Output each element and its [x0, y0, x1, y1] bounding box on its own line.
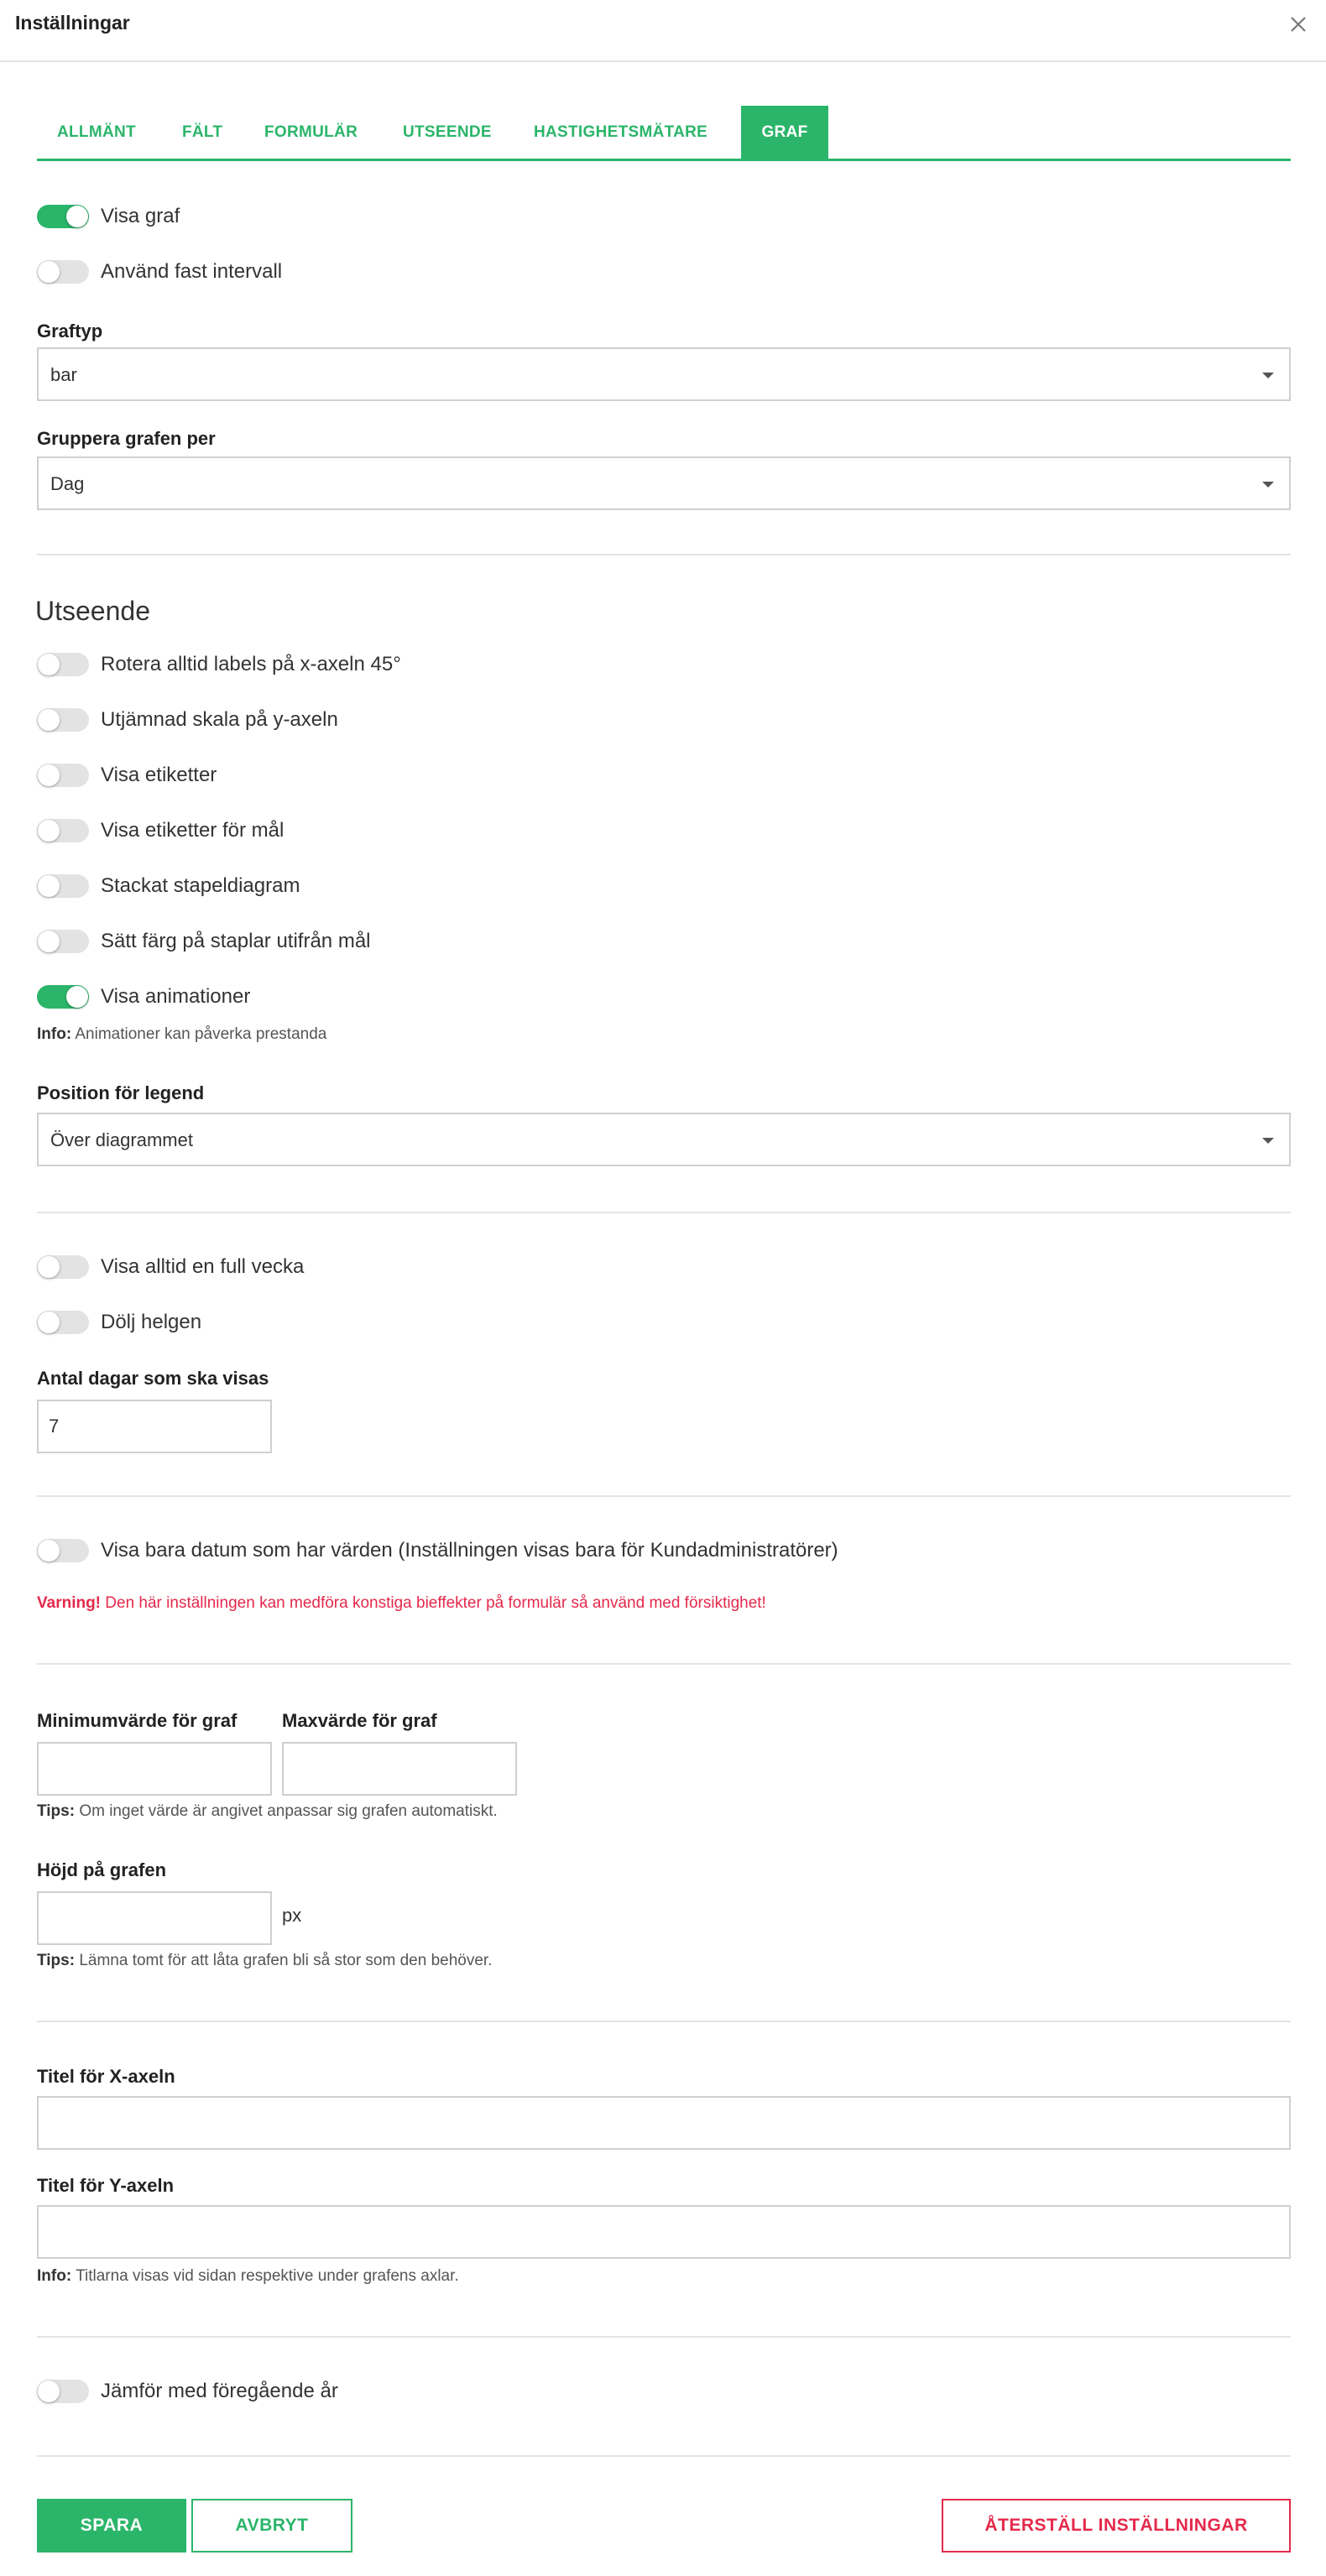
show-graph-label: Visa graf — [101, 205, 180, 227]
chevron-down-icon — [1262, 1138, 1274, 1144]
show-animations-label: Visa animationer — [101, 985, 251, 1008]
group-by-label: Gruppera grafen per — [37, 428, 216, 449]
tip-text: Om inget värde är angivet anpassar sig grafen automatiskt. — [75, 1802, 498, 1820]
legend-position-label: Position för legend — [37, 1082, 205, 1103]
chevron-down-icon — [1262, 373, 1274, 378]
min-value-input[interactable] — [37, 1742, 272, 1796]
warning-text: Den här inställningen kan medföra konstiga bieffekter på formulär så använd med försiktighet! — [101, 1594, 766, 1612]
hide-weekend-label: Dölj helgen — [101, 1311, 202, 1333]
smooth-scale-label: Utjämnad skala på y-axeln — [101, 708, 338, 731]
tab-formular[interactable]: FORMULÄR — [264, 123, 358, 141]
tip-prefix: Tips: — [37, 1952, 76, 1969]
show-labels-toggle[interactable] — [37, 764, 89, 787]
dialog-title: Inställningar — [15, 12, 130, 34]
group-by-select[interactable] — [37, 456, 1291, 510]
dialog-header — [0, 0, 1326, 62]
info-prefix: Info: — [37, 1025, 72, 1043]
legend-position-value: Över diagrammet — [50, 1129, 193, 1150]
axes-info — [37, 2267, 459, 2286]
limits-tip — [37, 1802, 498, 1821]
divider — [37, 2336, 1291, 2338]
divider — [37, 1495, 1291, 1497]
tab-hastighetsmatare[interactable]: HASTIGHETSMÄTARE — [534, 123, 708, 141]
graph-height-unit: px — [282, 1905, 302, 1926]
close-icon[interactable] — [1284, 10, 1313, 39]
fixed-interval-label: Använd fast intervall — [101, 260, 283, 283]
tab-falt[interactable]: FÄLT — [182, 123, 223, 141]
tab-allmant[interactable]: ALLMÄNT — [57, 123, 136, 141]
tab-graf[interactable]: GRAF — [741, 106, 828, 159]
divider — [37, 554, 1291, 555]
warning-prefix: Varning! — [37, 1594, 102, 1612]
graph-type-select[interactable] — [37, 347, 1291, 401]
y-axis-title-label: Titel för Y-axeln — [37, 2175, 175, 2196]
info-text: Animationer kan påverka prestanda — [71, 1025, 327, 1043]
group-by-value: Dag — [50, 473, 85, 494]
min-value-label: Minimumvärde för graf — [37, 1710, 238, 1731]
tip-text: Lämna tomt för att låta grafen bli så stor som den behöver. — [75, 1952, 493, 1969]
dates-with-values-toggle[interactable] — [37, 1539, 89, 1562]
height-tip — [37, 1952, 492, 1970]
days-count-input[interactable] — [37, 1400, 272, 1453]
x-axis-title-input[interactable] — [37, 2096, 1291, 2150]
show-animations-toggle[interactable] — [37, 985, 89, 1009]
appearance-heading: Utseende — [35, 596, 150, 626]
divider — [37, 2021, 1291, 2022]
reset-settings-button[interactable]: ÅTERSTÄLL INSTÄLLNINGAR — [942, 2499, 1291, 2553]
full-week-toggle[interactable] — [37, 1255, 89, 1279]
show-goal-labels-toggle[interactable] — [37, 819, 89, 842]
stacked-bar-toggle[interactable] — [37, 874, 89, 898]
cancel-button[interactable]: AVBRYT — [191, 2499, 352, 2553]
rotate-labels-toggle[interactable] — [37, 653, 89, 676]
stacked-bar-label: Stackat stapeldiagram — [101, 874, 300, 897]
graph-height-label: Höjd på grafen — [37, 1859, 167, 1880]
info-text: Titlarna visas vid sidan respektive under grafens axlar. — [71, 2267, 459, 2285]
show-graph-toggle[interactable] — [37, 205, 89, 228]
smooth-scale-toggle[interactable] — [37, 708, 89, 732]
divider — [37, 1212, 1291, 1213]
color-by-goal-toggle[interactable] — [37, 930, 89, 953]
rotate-labels-label: Rotera alltid labels på x-axeln 45° — [101, 653, 401, 675]
x-axis-title-label: Titel för X-axeln — [37, 2066, 175, 2087]
color-by-goal-label: Sätt färg på staplar utifrån mål — [101, 930, 371, 952]
tab-bar — [37, 106, 1291, 161]
save-button[interactable]: SPARA — [37, 2499, 186, 2553]
full-week-label: Visa alltid en full vecka — [101, 1255, 305, 1278]
hide-weekend-toggle[interactable] — [37, 1311, 89, 1334]
fixed-interval-toggle[interactable] — [37, 260, 89, 284]
days-count-label: Antal dagar som ska visas — [37, 1368, 269, 1389]
divider — [37, 1663, 1291, 1665]
max-value-label: Maxvärde för graf — [282, 1710, 437, 1731]
chevron-down-icon — [1262, 482, 1274, 488]
divider — [37, 2455, 1291, 2457]
info-prefix: Info: — [37, 2267, 72, 2285]
show-goal-labels-label: Visa etiketter för mål — [101, 819, 285, 842]
graph-height-input[interactable] — [37, 1891, 272, 1945]
tip-prefix: Tips: — [37, 1802, 76, 1820]
compare-previous-year-toggle[interactable] — [37, 2380, 89, 2403]
graph-type-value: bar — [50, 364, 77, 385]
show-labels-label: Visa etiketter — [101, 764, 217, 786]
dates-with-values-warning — [37, 1594, 766, 1613]
animations-info — [37, 1025, 326, 1044]
dates-with-values-label: Visa bara datum som har värden (Inställningen visas bara för Kundadministratörer) — [101, 1539, 838, 1562]
compare-previous-year-label: Jämför med föregående år — [101, 2380, 338, 2402]
y-axis-title-input[interactable] — [37, 2205, 1291, 2259]
max-value-input[interactable] — [282, 1742, 517, 1796]
tab-utseende[interactable]: UTSEENDE — [403, 123, 492, 141]
graph-type-label: Graftyp — [37, 321, 103, 342]
legend-position-select[interactable] — [37, 1113, 1291, 1166]
